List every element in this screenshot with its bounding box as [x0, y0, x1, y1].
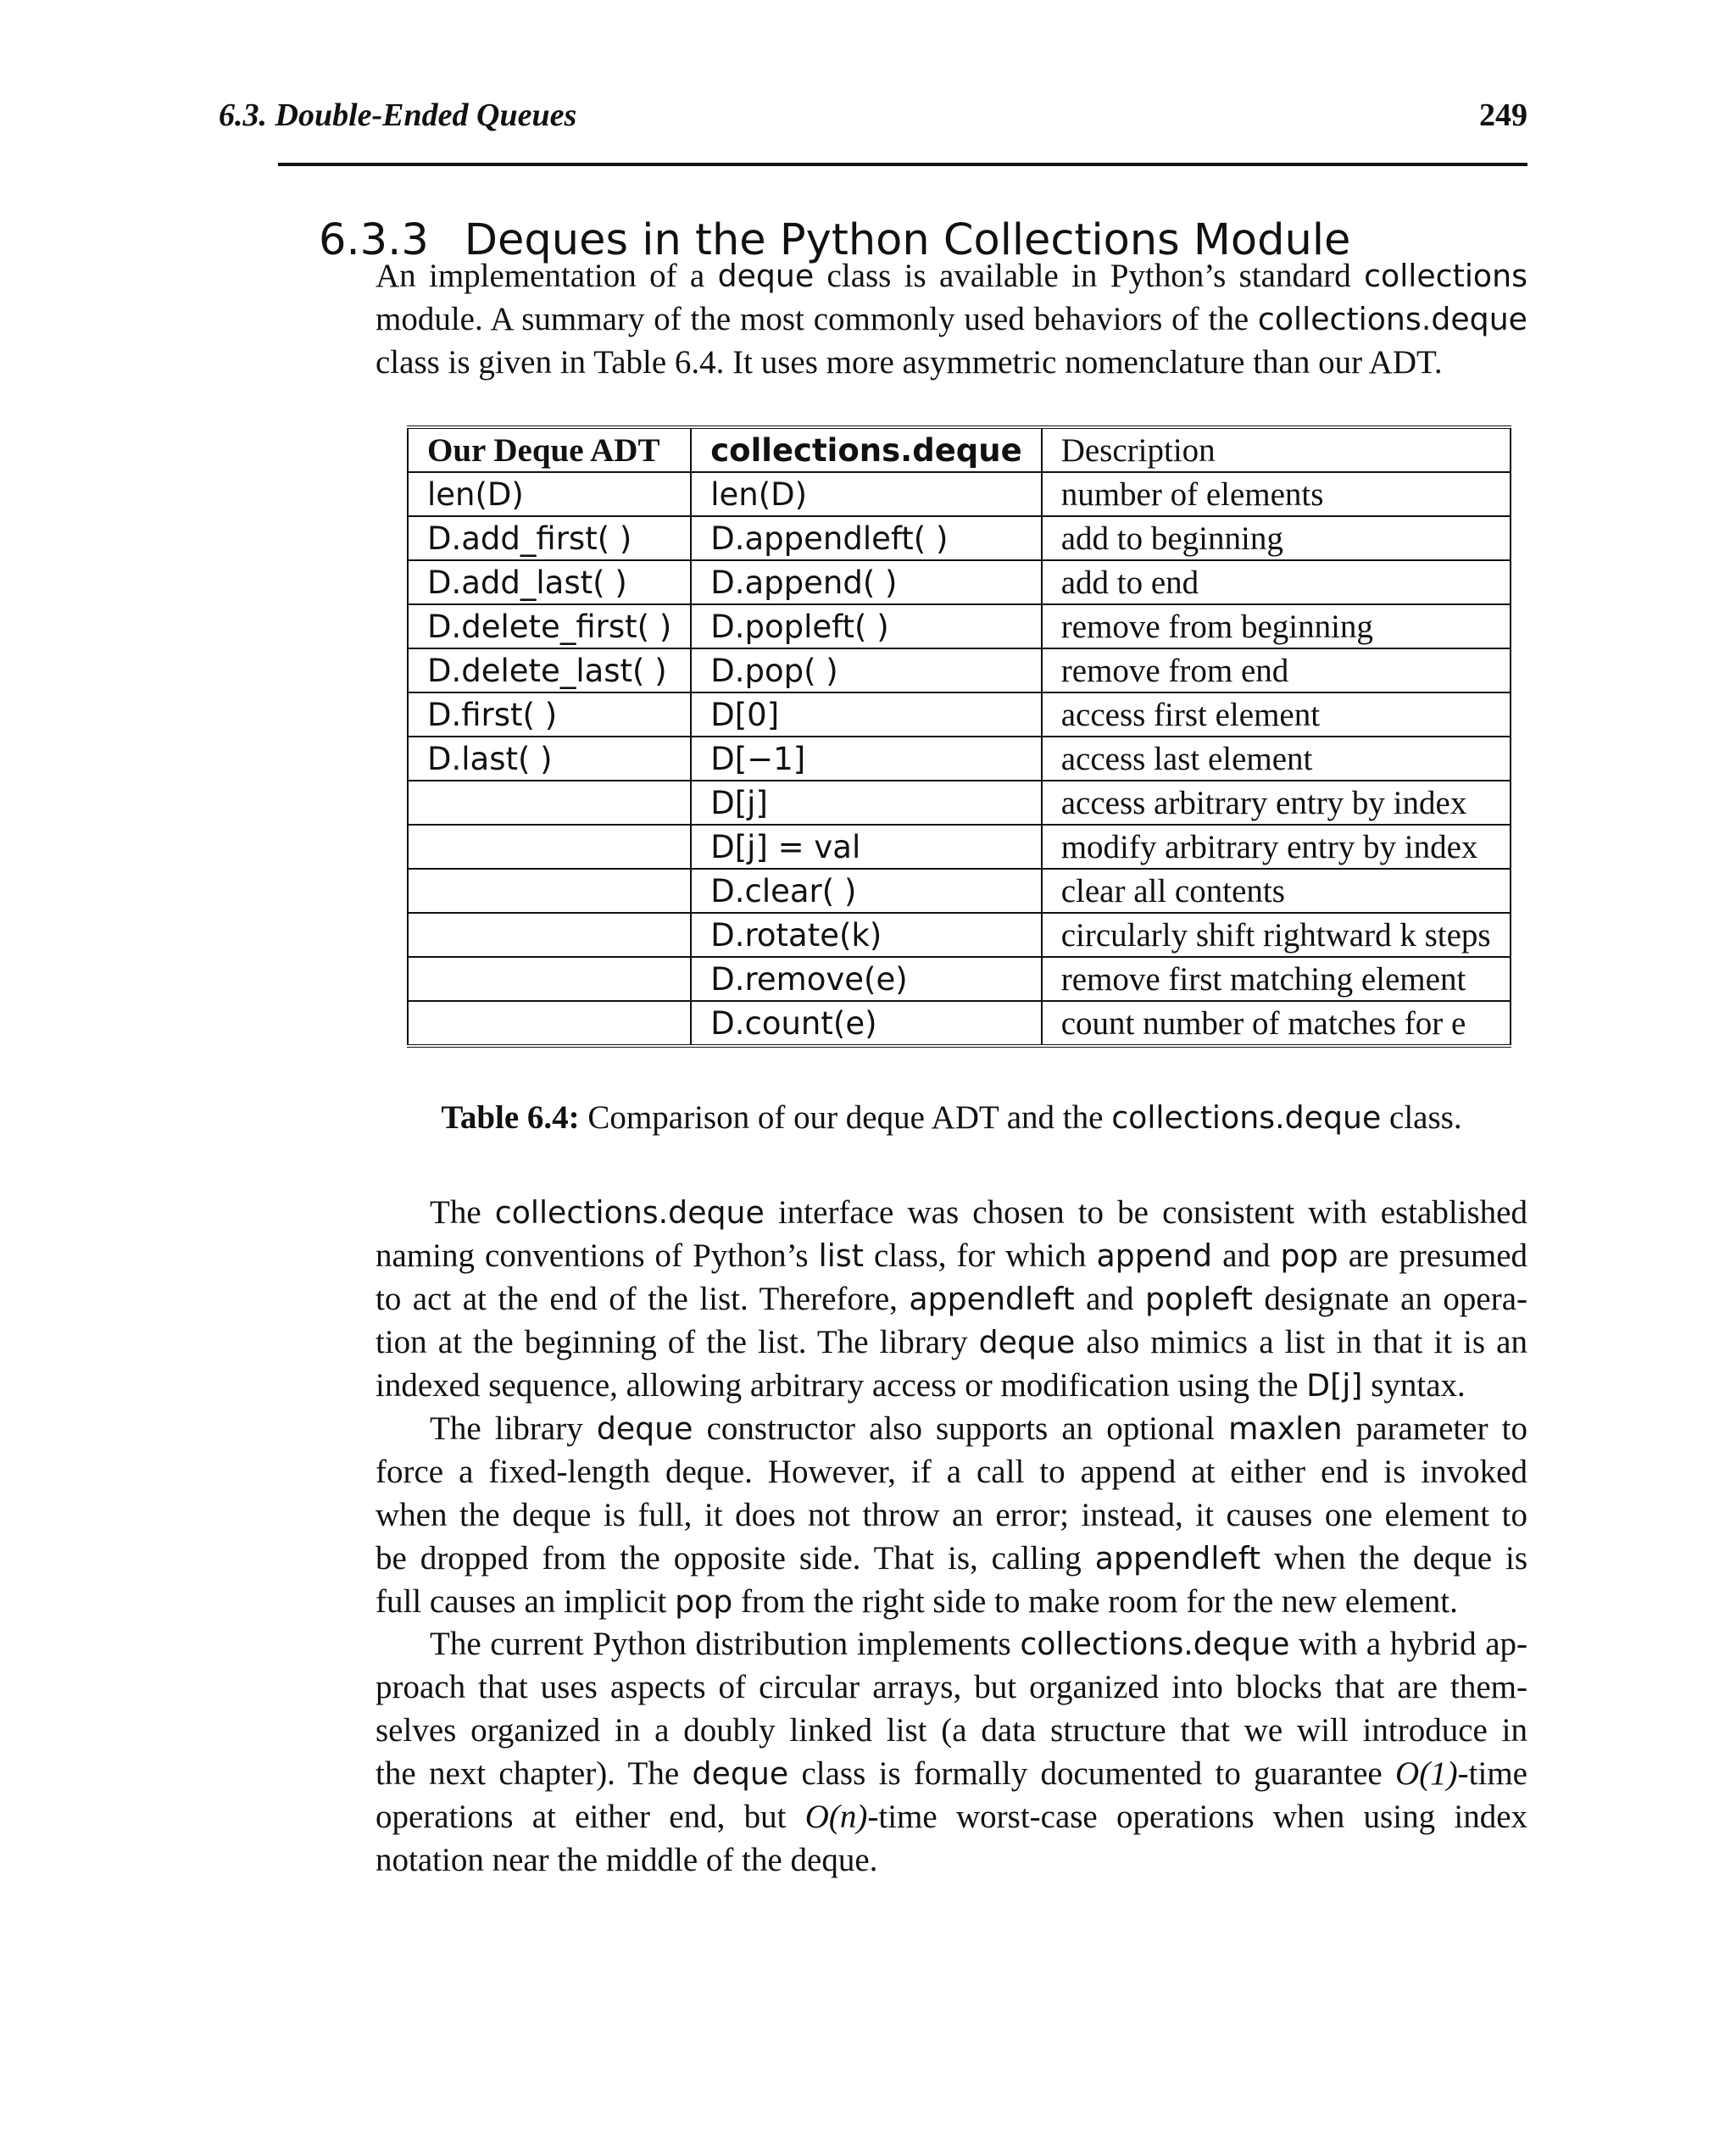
code-term: deque [692, 1755, 789, 1792]
section-number: 6.3.3 [319, 215, 429, 266]
description-cell: modify arbitrary entry by index [1042, 825, 1511, 869]
text-run: class. [1381, 1099, 1462, 1136]
text-line [376, 1191, 1527, 1234]
adt-method-cell: D.delete_first( ) [408, 604, 691, 648]
table-row [408, 869, 1511, 913]
code-term: deque [596, 1410, 693, 1447]
description-cell: add to beginning [1042, 516, 1511, 560]
deque-method-cell: D.popleft( ) [691, 604, 1041, 648]
text-line [376, 1709, 1527, 1752]
code-term: D[j] [1306, 1367, 1363, 1404]
header-description: Description [1042, 427, 1511, 472]
code-term: collections.deque [494, 1194, 765, 1231]
code-term: appendleft [909, 1281, 1075, 1317]
text-line [376, 1364, 1527, 1407]
body-paragraph [376, 1191, 1527, 1407]
adt-method-cell: len(D) [408, 472, 691, 516]
text-line [376, 1277, 1527, 1321]
intro-paragraph [376, 254, 1527, 384]
text-line [376, 341, 1527, 384]
deque-method-cell: D.rotate(k) [691, 913, 1041, 957]
code-term: collections [1364, 258, 1527, 294]
text-run: be dropped from the opposite side. That is, calling [376, 1540, 1095, 1577]
text-run: class is available in Python’s standard [814, 258, 1365, 294]
text-line [376, 1795, 1527, 1838]
code-term: deque [978, 1324, 1076, 1360]
text-run: Comparison of our deque ADT and the [579, 1099, 1112, 1136]
running-head [219, 97, 1527, 147]
text-line [376, 1666, 1527, 1709]
table-row [408, 648, 1511, 692]
table-row [408, 472, 1511, 516]
text-run: are presumed [1338, 1237, 1528, 1274]
table-row [408, 957, 1511, 1001]
description-cell: access arbitrary entry by index [1042, 781, 1511, 825]
text-line [376, 1752, 1527, 1795]
code-term: popleft [1144, 1281, 1253, 1317]
text-run: full causes an implicit [376, 1583, 676, 1620]
table-row [408, 1001, 1511, 1046]
deque-method-cell: D.remove(e) [691, 957, 1041, 1001]
text-run: naming conventions of Python’s [376, 1237, 819, 1274]
code-term: collections.deque [1020, 1626, 1290, 1662]
text-run: parameter to [1342, 1410, 1527, 1447]
description-cell: add to end [1042, 560, 1511, 604]
text-run: -time worst-case operations when using index [867, 1799, 1528, 1835]
text-run: interface was chosen to be consistent with established [764, 1194, 1527, 1231]
description-cell: count number of matches for e [1042, 1001, 1511, 1046]
text-run: module. A summary of the most commonly used behaviors of the [376, 301, 1258, 337]
chapter-label: 6.3. Double-Ended Queues [219, 97, 577, 133]
text-line [376, 1580, 1527, 1623]
text-run: notation near the middle of the deque. [376, 1842, 878, 1878]
text-run: constructor also supports an optional [693, 1410, 1229, 1447]
description-cell: number of elements [1042, 472, 1511, 516]
code-term: pop [1280, 1237, 1338, 1274]
deque-method-cell: D[−1] [691, 737, 1041, 781]
deque-method-cell: D[0] [691, 692, 1041, 737]
header-rule [278, 163, 1527, 166]
deque-method-cell: D.clear( ) [691, 869, 1041, 913]
description-cell: clear all contents [1042, 869, 1511, 913]
description-cell: remove from end [1042, 648, 1511, 692]
text-run: indexed sequence, allowing arbitrary access or modification using the [376, 1367, 1307, 1404]
section-title: Deques in the Python Collections Module [464, 215, 1351, 266]
text-run: and [1074, 1281, 1145, 1317]
table-row [408, 913, 1511, 957]
text-run: when the deque is [1260, 1540, 1527, 1577]
text-run: and [1212, 1237, 1281, 1274]
code-term: collections.deque [1111, 1099, 1382, 1136]
text-line [376, 1234, 1527, 1277]
text-run: the next chapter). The [376, 1755, 693, 1792]
deque-method-cell: D[j] = val [691, 825, 1041, 869]
code-term: pop [675, 1583, 733, 1620]
deque-method-cell: D.pop( ) [691, 648, 1041, 692]
text-run: class is formally documented to guarantee [788, 1755, 1396, 1792]
code-term: deque [717, 258, 815, 294]
text-run: with a hybrid ap- [1289, 1626, 1528, 1662]
text-run: An implementation of a [376, 258, 718, 294]
text-line [376, 1321, 1527, 1364]
table-caption [376, 1098, 1527, 1137]
text-line [376, 1622, 1527, 1666]
deque-comparison-table [407, 425, 1511, 1048]
text-run: -time [1457, 1755, 1527, 1792]
deque-method-cell: D.appendleft( ) [691, 516, 1041, 560]
description-cell: remove from beginning [1042, 604, 1511, 648]
text-line [376, 1838, 1527, 1882]
adt-method-cell [408, 913, 691, 957]
deque-method-cell: D.count(e) [691, 1001, 1041, 1046]
text-line [376, 298, 1527, 341]
text-run: class, for which [863, 1237, 1097, 1274]
table-row [408, 692, 1511, 737]
code-term: collections.deque [1257, 301, 1527, 337]
deque-method-cell: D[j] [691, 781, 1041, 825]
adt-method-cell [408, 1001, 691, 1046]
adt-method-cell: D.add_last( ) [408, 560, 691, 604]
text-run: to act at the end of the list. Therefore, [376, 1281, 910, 1317]
text-line [376, 1493, 1527, 1537]
description-cell: access last element [1042, 737, 1511, 781]
text-run: The current Python distribution implements [430, 1626, 1021, 1662]
table-row [408, 516, 1511, 560]
header-collections-deque: collections.deque [691, 427, 1041, 472]
table-header-row [408, 427, 1511, 472]
adt-method-cell: D.add_first( ) [408, 516, 691, 560]
text-run: designate an opera- [1252, 1281, 1528, 1317]
body-paragraph [376, 1622, 1527, 1882]
text-run: proach that uses aspects of circular arrays, but organized into blocks that are them- [376, 1669, 1527, 1705]
code-term: list [818, 1237, 864, 1274]
text-run: The library [430, 1410, 597, 1447]
text-run: from the right side to make room for the new element. [732, 1583, 1458, 1620]
code-term: appendleft [1094, 1540, 1261, 1577]
text-run: when the deque is full, it does not throw an error; instead, it causes one element to [376, 1497, 1527, 1533]
header-our-deque-adt: Our Deque ADT [408, 427, 691, 472]
description-cell: circularly shift rightward k steps [1042, 913, 1511, 957]
text-run: force a fixed-length deque. However, if a call to append at either end is invoked [376, 1454, 1527, 1490]
adt-method-cell [408, 869, 691, 913]
text-run: selves organized in a doubly linked list (a data structure that we will introduce in [376, 1712, 1527, 1749]
text-run: also mimics a list in that it is an [1075, 1324, 1527, 1360]
text-line [376, 1537, 1527, 1580]
code-term: maxlen [1228, 1410, 1343, 1447]
body-paragraph [376, 1407, 1527, 1623]
text-run: tion at the beginning of the list. The library [376, 1324, 979, 1360]
table-row [408, 737, 1511, 781]
adt-method-cell [408, 825, 691, 869]
adt-method-cell [408, 781, 691, 825]
text-line [376, 1407, 1527, 1450]
text-line [376, 1450, 1527, 1493]
table-row [408, 560, 1511, 604]
description-cell: access first element [1042, 692, 1511, 737]
table-container [407, 425, 1495, 1048]
deque-method-cell: len(D) [691, 472, 1041, 516]
table-row [408, 604, 1511, 648]
text-run: operations at either end, but [376, 1799, 805, 1835]
text-run: class is given in Table 6.4. It uses more asymmetric nomenclature than our ADT. [376, 344, 1443, 381]
math-expression: O(n) [804, 1799, 868, 1835]
adt-method-cell: D.delete_last( ) [408, 648, 691, 692]
table-row [408, 825, 1511, 869]
deque-method-cell: D.append( ) [691, 560, 1041, 604]
math-expression: O(1) [1395, 1755, 1458, 1792]
text-line [376, 254, 1527, 298]
table-row [408, 781, 1511, 825]
code-term: append [1096, 1237, 1213, 1274]
text-run: syntax. [1362, 1367, 1466, 1404]
adt-method-cell [408, 957, 691, 1001]
description-cell: remove first matching element [1042, 957, 1511, 1001]
page-number: 249 [1479, 97, 1527, 133]
text-run: The [430, 1194, 495, 1231]
adt-method-cell: D.last( ) [408, 737, 691, 781]
caption-label: Table 6.4: [441, 1099, 580, 1136]
adt-method-cell: D.first( ) [408, 692, 691, 737]
